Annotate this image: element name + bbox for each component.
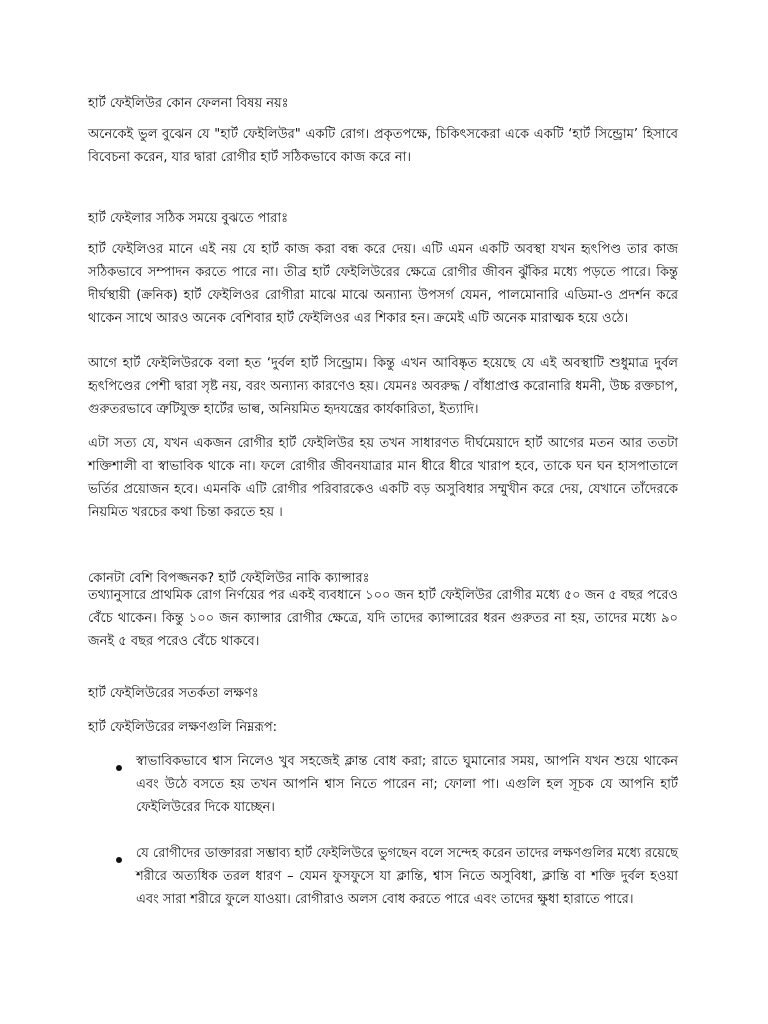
paragraph-survival-statistics: তথ্যানুসারে প্রাথমিক রোগ নির্ণয়ের পর একই ব্যবধানে ১০০ জন হার্ট ফেইলিউর রোগীর মধ্যে ৫০ জন ৫ বছর পরেও বেঁচে থাকেন। কিন্তু ১০০ জন ক্যান্সার রোগীর ক্ষেত্রে, যদি তাদের ক্যান্সারের ধরন গুরুতর না হয়, তাদের মধ্যে ৯০ জনই ৫ বছর পরেও বেঁচে থাকবে। — [88, 588, 678, 649]
list-item-symptom-2: যে রোগীদের ডাক্তাররা সম্ভাব্য হার্ট ফেইলিউরে ভুগছেন বলে সন্দেহ করেন তাদের লক্ষণগুলির মধ্যে রয়েছে শরীরে অত্যধিক তরল ধারণ – যেমন ফুসফুসে যা ক্লান্তি, শ্বাস নিতে অসুবিধা, ক্লান্তি বা শক্তি দুর্বল হওয়া এবং সারা শরীরে ফুলে যাওয়া। রোগীরাও অলস বোধ করতে পারে এবং তাদের ক্ষুধা হারাতে পারে। — [136, 846, 678, 907]
paragraph-misunderstanding: অনেকেই ভুল বুঝেন যে "হার্ট ফেইলিউর" একটি রোগ। প্রকৃতপক্ষে, চিকিৎসকেরা একে একটি ‘হার্ট সিন্ড্রোম’ হিসাবে বিবেচনা করেন, যার দ্বারা রোগীর হার্ট সঠিকভাবে কাজ করে না। — [88, 127, 678, 165]
section-heading-not-trivial: হার্ট ফেইলিউর কোন ফেলনা বিষয় নয়ঃ — [88, 96, 289, 111]
paragraph-what-heart-failure-means: হার্ট ফেইলিওর মানে এই নয় যে হার্ট কাজ করা বন্ধ করে দেয়। এটি এমন একটি অবস্থা যখন হৃৎপিণ্ড তার কাজ সঠিকভাবে সম্পাদন করতে পারে না। তীব্র হার্ট ফেইলিউরের ক্ষেত্রে রোগীর জীবন ঝুঁকির মধ্যে পড়তে পারে। কিন্তু দীর্ঘস্থায়ী (ক্রনিক) হার্ট ফেইলিওর রোগীরা মাঝে মাঝে অন্যান্য উপসর্গ যেমন, পালমোনারি এডিমা-ও প্রদর্শন করে থাকেন সাথে আরও অনেক বেশিবার হার্ট ফেইলিওর এর শিকার হন। ক্রমেই এটি অনেক মারাত্মক হয়ে ওঠে। — [88, 242, 678, 326]
section-heading-comparison: কোনটা বেশি বিপজ্জনক? হার্ট ফেইলিউর নাকি ক্যান্সারঃ — [88, 571, 370, 586]
paragraph-long-term-impact: এটা সত্য যে, যখন একজন রোগীর হার্ট ফেইলিউর হয় তখন সাধারণত দীর্ঘমেয়াদে হার্ট আগের মতন আর ততটা শক্তিশালী বা স্বাভাবিক থাকে না। ফলে রোগীর জীবনযাত্রার মান ধীরে ধীরে খারাপ হবে, তাকে ঘন ঘন হাসপাতালে ভর্তির প্রয়োজন হবে। এমনকি এটি রোগীর পরিবারকেও একটি বড় অসুবিধার সম্মুখীন করে দেয়, যেখানে তাঁদেরকে নিয়মিত খরচের কথা চিন্তা করতে হয় । — [88, 436, 678, 520]
section-heading-early-detection: হার্ট ফেইলার সঠিক সময়ে বুঝতে পারাঃ — [88, 211, 289, 226]
list-item-symptom-1: স্বাভাবিকভাবে শ্বাস নিলেও খুব সহজেই ক্লান্ত বোধ করা; রাতে ঘুমানোর সময়, আপনি যখন শুয়ে থাকেন এবং উঠে বসতে হয় তখন আপনি শ্বাস নিতে পারেন না; ফোলা পা। এগুলি হল সূচক যে আপনি হার্ট ফেইলিউরের দিকে যাচ্ছেন। — [136, 754, 678, 815]
paragraph-causes: আগে হার্ট ফেইলিউরকে বলা হত ‘দুর্বল হার্ট সিন্ড্রোম। কিন্তু এখন আবিষ্কৃত হয়েছে যে এই অবস্থাটি শুধুমাত্র দুর্বল হৃৎপিণ্ডের পেশী দ্বারা সৃষ্ট নয়, বরং অন্যান্য কারণেও হয়। যেমনঃ অবরুদ্ধ / বাঁধাপ্রাপ্ত করোনারি ধমনী, উচ্চ রক্তচাপ, গুরুতরভাবে ত্রুটিযুক্ত হার্টের ভাল্ব, অনিয়মিত হৃদযন্ত্রের কার্যকারিতা, ইত্যাদি। — [88, 356, 678, 417]
section-heading-warning-signs: হার্ট ফেইলিউরের সতর্কতা লক্ষণঃ — [88, 686, 259, 701]
symptoms-intro: হার্ট ফেইলিউরের লক্ষণগুলি নিম্নরূপ: — [88, 720, 278, 735]
bullet-marker — [116, 765, 122, 771]
bullet-marker — [116, 857, 122, 863]
